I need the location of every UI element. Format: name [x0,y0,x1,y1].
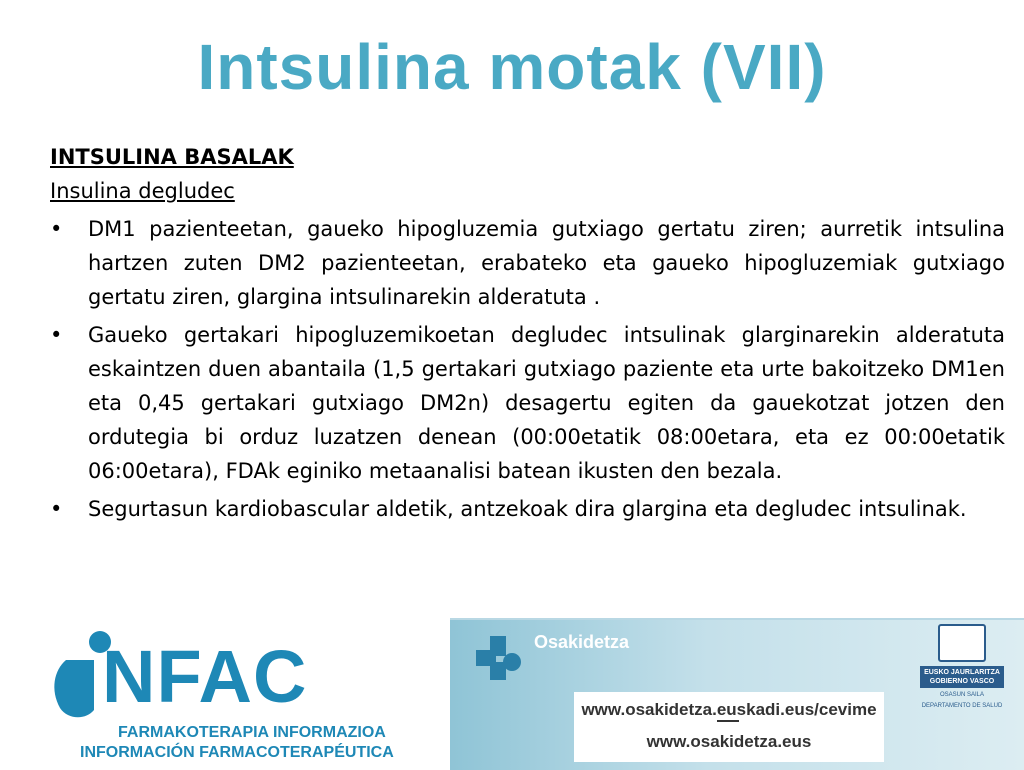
osakidetza-link[interactable]: www.osakidetza.eus [646,732,812,751]
gobierno-vasco-logo [920,624,1004,720]
infac-line1: FARMAKOTERAPIA INFORMAZIOA [118,724,386,741]
url-box [574,692,884,762]
bullet-icon: • [50,217,63,241]
bullet-item [50,212,1005,314]
crest-icon [938,624,986,662]
bullet-item [50,492,1005,526]
osakidetza-banner [450,618,1024,770]
gov-dept2: DEPARTAMENTO DE SALUD [921,703,1003,709]
infac-wordmark: NFAC [102,635,308,718]
slide-footer [0,612,1024,768]
bullet-text: Segurtasun kardiobascular aldetik, antzekoak dira glargina eta degludec intsulinak. [88,497,967,521]
osakidetza-cross-icon [472,632,524,684]
bullet-text: Gaueko gertakari hipogluzemikoetan degludec intsulinak glarginarekin alderatuta eskaintzen duen abantaila (1,5 gertakari gutxiago paziente eta urte bakoitzeko DM1en eta 0,45 gertakari gutxiago DM2n) desagertu egiten da gauekotzat jotzen den ordutegia bi orduz luzatzen denean (00:00etatik 08:00etara, eta ez 00:00etatik 06:00etara), FDAk eginiko metaanalisi batean ikusten den bezala. [88,323,1005,483]
bullet-list [50,212,1005,526]
gov-line1: EUSKO JAURLARITZA [924,669,1000,676]
infac-logo [40,620,394,768]
bullet-icon: • [50,323,63,347]
section-heading: INTSULINA BASALAK [50,145,294,169]
bullet-icon: • [50,497,63,521]
gov-dept1: OSASUN SAILA [939,692,984,698]
bullet-text: DM1 pazienteetan, gaueko hipogluzemia gutxiago gertatu ziren; aurretik intsulina hartzen zuten DM2 pazienteetan, erabateko eta gaueko hipogluzemiak gutxiago gertatu ziren, glargina intsulinarekin alderatuta . [88,217,1005,309]
infac-line2: INFORMACIÓN FARMACOTERAPÉUTICA [80,744,394,761]
osakidetza-name: Osakidetza [534,632,630,652]
slide-title: Intsulina motak (VII) [197,31,827,103]
slide-content [50,140,1005,526]
subsection-heading: Insulina degludec [50,179,235,203]
gov-line2: GOBIERNO VASCO [929,678,995,685]
cevime-link[interactable]: www.osakidetza.euskadi.eus/cevime [581,700,877,719]
bullet-item [50,318,1005,488]
url-divider [717,720,739,722]
gov-name-box [920,666,1004,688]
